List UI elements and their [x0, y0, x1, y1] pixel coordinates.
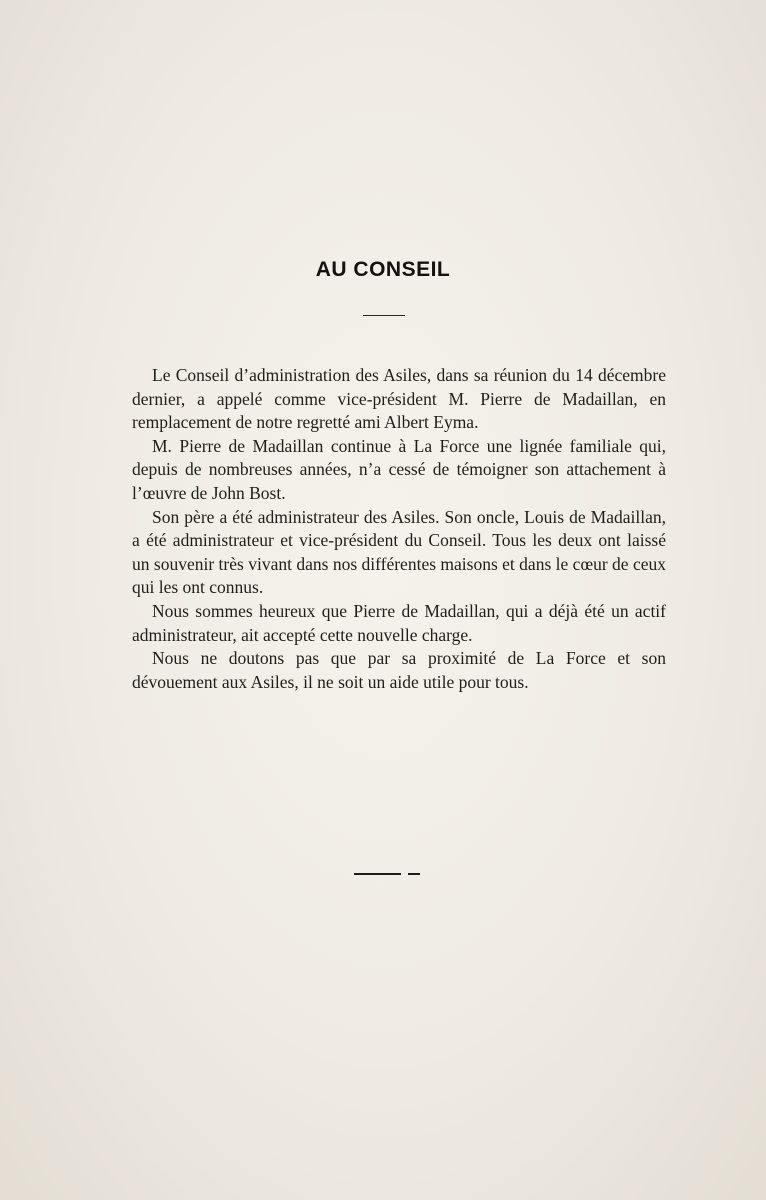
article-body: [132, 364, 666, 694]
heading-divider: [363, 315, 405, 316]
paragraph: Nous sommes heureux que Pierre de Madaillan, qui a déjà été un actif administrateur, ait accepté cette nouvelle charge.: [132, 600, 666, 645]
paragraph: Le Conseil d’administration des Asiles, dans sa réunion du 14 décembre dernier, a appelé comme vice-président M. Pierre de Madaillan, en remplacement de notre regretté ami Albert Eyma.: [132, 365, 666, 433]
closing-divider-tail: [408, 873, 420, 875]
paragraph: Son père a été administrateur des Asiles. Son oncle, Louis de Madaillan, a été administrateur et vice-président du Conseil. Tous les deux ont laissé un souvenir très vivant dans nos différentes maisons et dans le cœur de ceux qui les ont connus.: [132, 506, 666, 598]
closing-divider: [354, 873, 401, 875]
paragraph: M. Pierre de Madaillan continue à La Force une lignée familiale qui, depuis de nombreuses années, n’a cessé de témoigner son attachement à l’œuvre de John Bost.: [132, 435, 666, 503]
article-heading: AU CONSEIL: [315, 258, 451, 281]
paragraph: Nous ne doutons pas que par sa proximité de La Force et son dévouement aux Asiles, il ne soit un aide utile pour tous.: [132, 648, 666, 692]
